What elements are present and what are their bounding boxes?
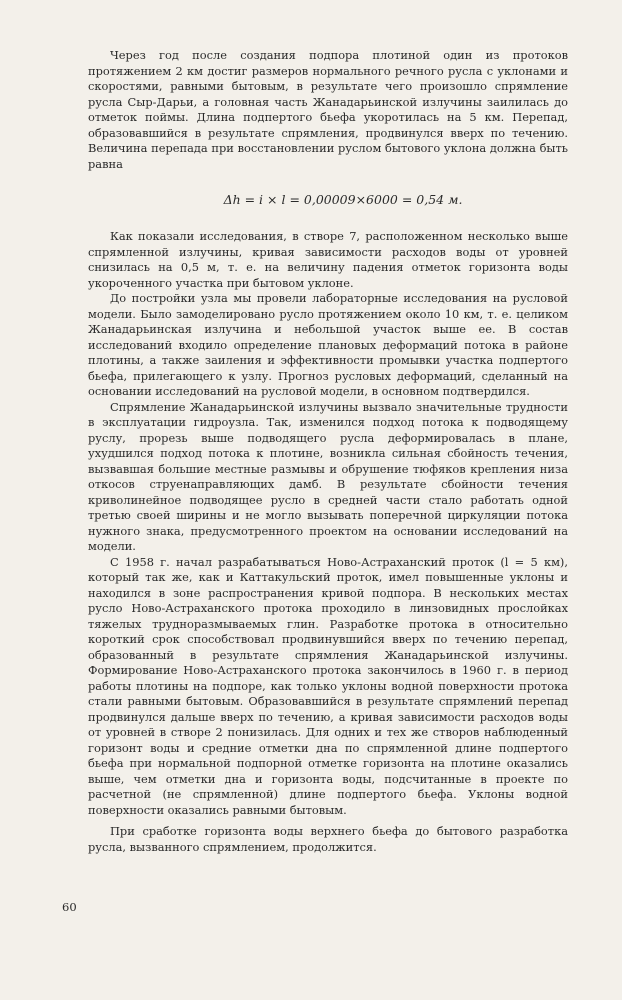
body-text bbox=[88, 48, 568, 855]
paragraph-5: С 1958 г. начал разрабатываться Ново-Астраханский проток (l = 5 км), который так же, как и Каттакульский проток, имел повышенные уклоны и находился в зоне распространения кривой подпора. В нескольких местах русло Ново-Астраханского протока проходило в линзовидных прослойках тяжелых трудноразмываемых глин. Разработке протока в относительно короткий срок способствовал продвинувшийся вверх по течению перепад, образованный в результате спрямления Жанадарьинской излучины. Формирование Ново-Астраханского протока закончилось в 1960 г. в период работы плотины на подпоре, как только уклоны водной поверхности протока стали равными бытовым. Образовавшийся в результате спрямлений перепад продвинулся дальше вверх по течению, а кривая зависимости расходов воды от уровней в створе 2 понизилась. Для одних и тех же створов наблюденный горизонт воды и средние отметки дна по спрямленной длине подпертого бьефа при нормальной подпорной отметке горизонта на плотине оказались выше, чем отметки дна и горизонта воды, подсчитанные в проекте по расчетной (не спрямленной) длине подпертого бьефа. Уклоны водной поверхности оказались равными бытовым. bbox=[88, 554, 568, 817]
paragraph-6: При сработке горизонта воды верхнего бьефа до бытового разработка русла, вызванного спрямлением, продолжится. bbox=[88, 824, 568, 854]
paragraph-2: Как показали исследования, в створе 7, расположенном несколько выше спрямленной излучины, кривая зависимости расходов воды от уровней снизилась на 0,5 м, т. е. на величину падения отметок горизонта воды укороченного участка при бытовом уклоне. bbox=[88, 229, 568, 290]
page-number: 60 bbox=[62, 900, 77, 914]
paragraph-1: Через год после создания подпора плотиной один из протоков протяжением 2 км достиг размеров нормального речного русла с уклонами и скоростями, равными бытовым, в результате чего произошло спрямление русла Сыр-Дарьи, а головная часть Жанадарьинской излучины заилилась до отметок поймы. Длина подпертого бьефа укоротилась на 5 км. Перепад, образовавшийся в результате спрямления, продвинулся вверх по течению. Величина перепада при восстановлении руслом бытового уклона должна быть равна bbox=[88, 48, 568, 171]
paragraph-4: Спрямление Жанадарьинской излучины вызвало значительные трудности в эксплуатации гидроузла. Так, изменился подход потока к подводящему руслу, прорезь выше подводящего русла деформировалась в плане, ухудшился подход потока к плотине, возникла сильная сбойность течения, вызвавшая большие местные размывы и обрушение тюфяков крепления низа откосов струенаправляющих дамб. В результате сбойности течения криволинейное подводящее русло в средней части стало работать одной третью своей ширины и не могло вызывать поперечной циркуляции потока нужного знака, предусмотренного проектом на основании исследований на модели. bbox=[88, 399, 568, 553]
formula: Δh = i × l = 0,00009×6000 = 0,54 м. bbox=[223, 192, 463, 207]
paragraph-3: До постройки узла мы провели лабораторные исследования на русловой модели. Было замоделировано русло протяжением около 10 км, т. е. целиком Жанадарьинская излучина и небольшой участок выше ее. В состав исследований входило определение плановых деформаций потока в районе плотины, а также заиления и эффективности промывки участка подпертого бьефа, прилегающего к узлу. Прогноз русловых деформаций, сделанный на основании исследований на русловой модели, в основном подтвердился. bbox=[88, 291, 568, 398]
